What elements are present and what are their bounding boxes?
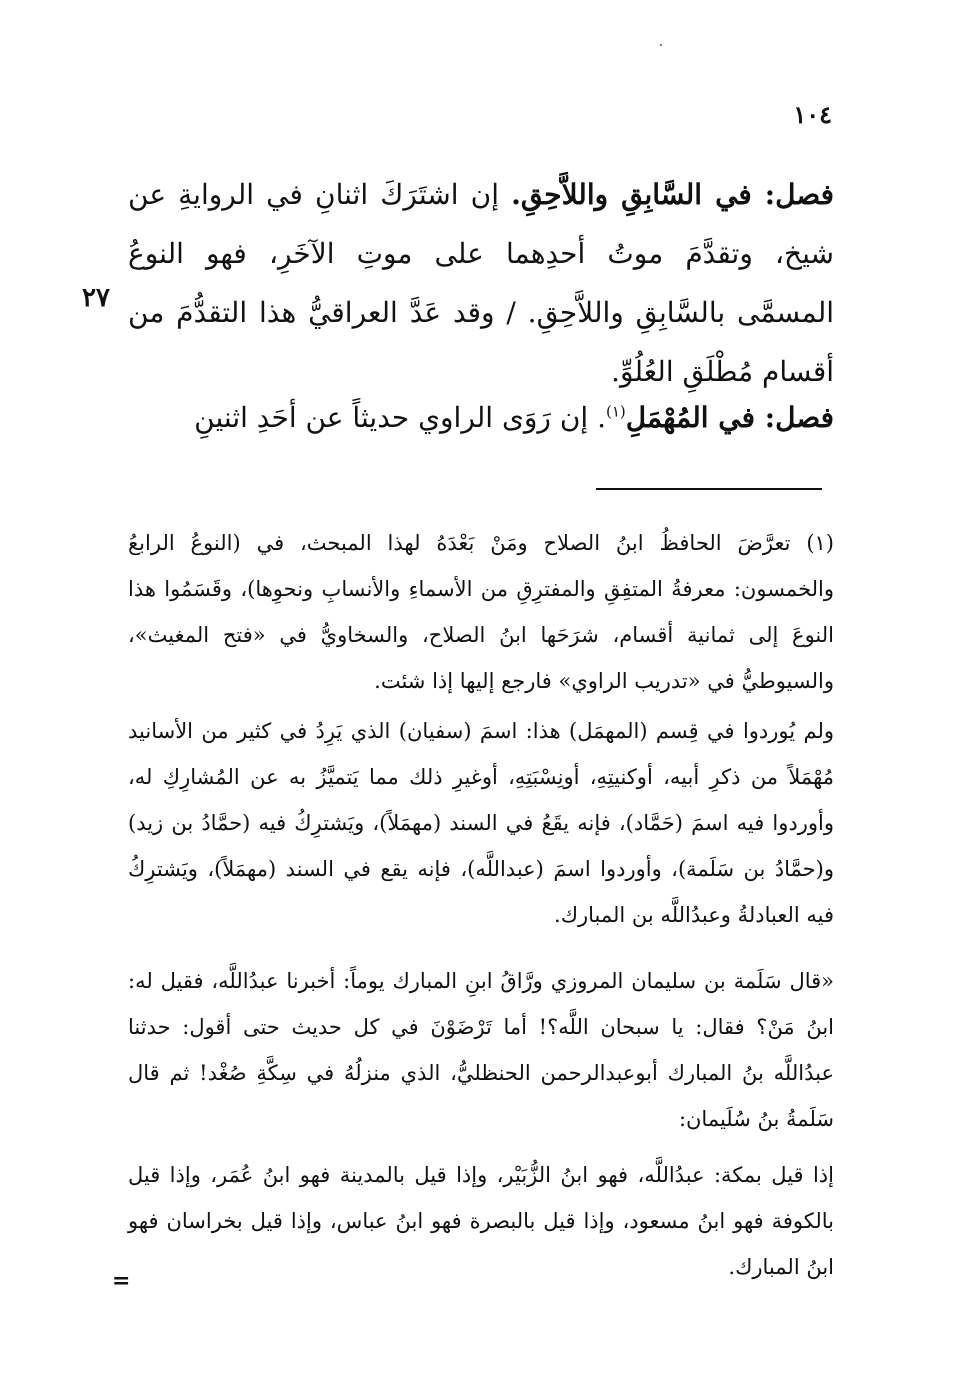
footnote-reference: (١) [605, 402, 626, 421]
footnote-text: ولم يُوردوا في قِسم (المهمَل) هذا: اسمَ (سفيان) الذي يَرِدُ في كثير من الأسانيد مُهْمَلاً من ذكرِ أبيه، أوكنيتِهِ، أونِسْبَتِهِ، أوغيرِ ذلك مما يَتميَّزُ به عن المُشارِكِ له، وأوردوا فيه اسمَ (حَمَّاد)، فإنه يقَعُ في السند (مهمَلاً)، ويَشترِكُ فيه (حمَّادُ بن زيد) و(حمَّادُ بن سَلَمة)، وأوردوا اسمَ (عبداللَّه)، فإنه يقع في السند (مهمَلاً)، ويَشترِكُ فيه العبادلةُ وعبدُاللَّه بن المبارك. [128, 719, 834, 927]
footnote-paragraph [128, 520, 834, 704]
footnote-quote [128, 958, 834, 1142]
margin-number: ٢٧ [82, 283, 110, 313]
section-text: . إن رَوَى الراوي حديثاً عن أحَدِ اثنينِ [194, 401, 606, 434]
section-text: إن اشتَرَكَ اثنانِ في الروايةِ عن شيخ، وتقدَّمَ موتُ أحدِهما على موتِ الآخَرِ، فهو النوعُ المسمَّى بالسَّابِقِ واللاَّحِقِ. / وقد عَدَّ العراقيُّ هذا التقدُّمَ من أقسام مُطْلَقِ العُلُوِّ. [128, 178, 834, 388]
footnote-text: (١) تعرَّضَ الحافظُ ابنُ الصلاح ومَنْ بَعْدَهُ لهذا المبحث، في (النوعُ الرابعُ والخمسون: معرفةُ المتفِقِ والمفترِقِ من الأسماءِ والأنسابِ ونحوِها)، وقَسَمُوا هذا النوعَ إلى ثمانية أقسام، شرَحَها ابنُ الصلاح، والسخاويُّ في «فتح المغيث»، والسيوطيُّ في «تدريب الراوي» فارجع إليها إذا شئت. [128, 531, 834, 693]
footnote-separator [596, 488, 822, 490]
scan-speck [660, 44, 662, 46]
section-sabiq-lahiq [128, 165, 834, 401]
footnote-paragraph [128, 708, 834, 938]
footnote-text: إذا قيل بمكة: عبدُاللَّه، فهو ابنُ الزُّبَيْر، وإذا قيل بالمدينة فهو ابنُ عُمَر، وإذا قيل بالكوفة فهو ابنُ مسعود، وإذا قيل بالبصرة فهو ابنُ عباس، وإذا قيل بخراسان فهو ابنُ المبارك. [128, 1163, 834, 1279]
page-number: ١٠٤ [793, 100, 832, 129]
section-muhmal [128, 388, 834, 447]
footnote-text: «قال سَلَمة بن سليمان المروزي ورَّاقُ ابنِ المبارك يوماً: أخبرنا عبدُاللَّه، فقيل له: ابنُ مَنْ؟ فقال: يا سبحان اللَّه؟! أما تَرْضَوْنَ في كل حديث حتى أقول: حدثنا عبدُاللَّه بنُ المبارك أبوعبدالرحمن الحنظليُّ، الذي منزلُهُ في سِكَّةِ صُغْد! ثم قال سَلَمةُ بنُ سُلَيمان: [128, 969, 834, 1131]
section-heading: فصل: في المُهْمَلِ [625, 401, 834, 434]
footnote-quote [128, 1152, 834, 1290]
section-heading: فصل: في السَّابِقِ واللاَّحِقِ. [511, 178, 834, 211]
continuation-mark: = [112, 1268, 131, 1294]
